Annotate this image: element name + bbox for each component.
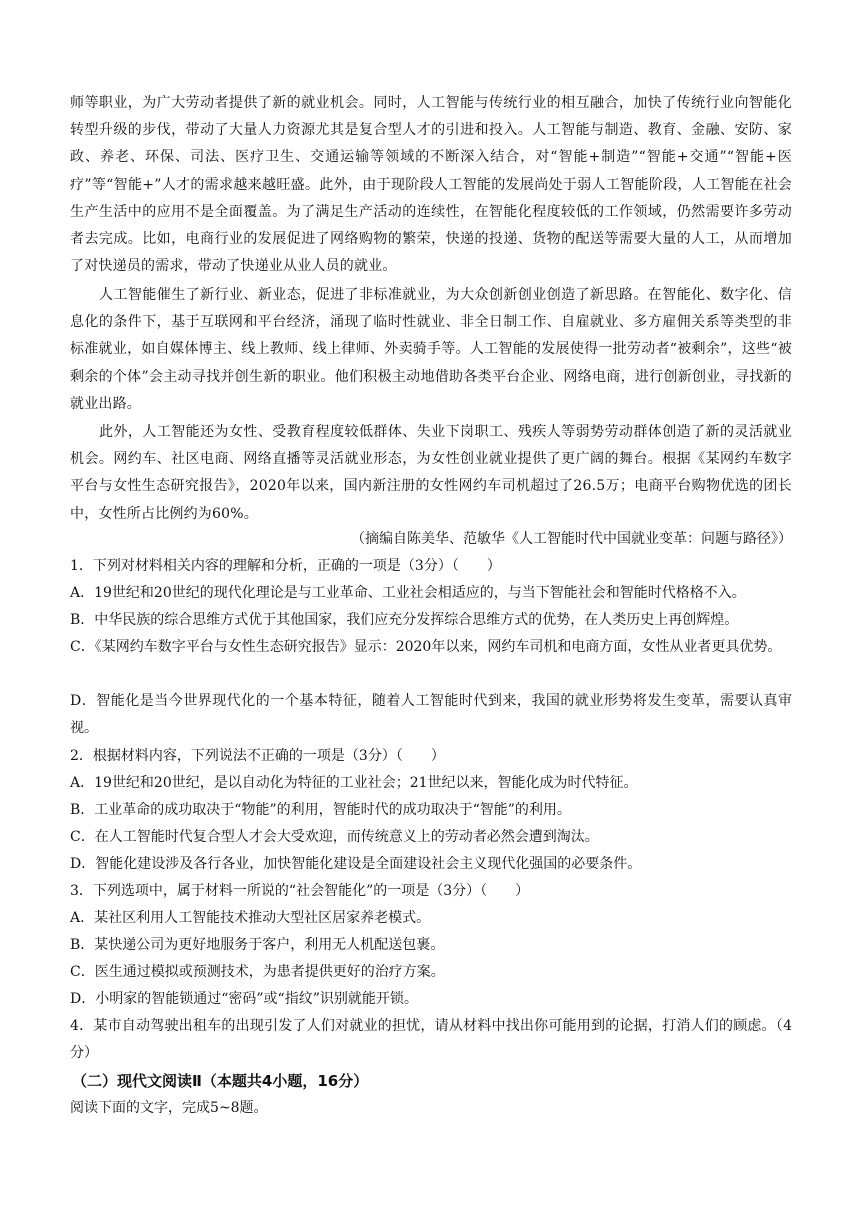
section-instruction: 阅读下面的文字，完成5~8题。 (70, 1100, 268, 1116)
question-3-option-d: D．小明家的智能锁通过“密码”或“指纹”识别就能开锁。 (70, 991, 418, 1007)
question-2-option-b: B．工业革命的成功取决于“物能”的利用，智能时代的成功取决于“智能”的利用。 (70, 802, 571, 818)
question-1-option-c: C．《某网约车数字平台与女性生态研究报告》显示：2020年以来，网约车司机和电商方面，女性从业者更具优势。 (70, 639, 782, 655)
question-3-option-b: B．某快递公司为更好地服务于客户，利用无人机配送包裹。 (70, 937, 445, 953)
question-1-option-a: A．19世纪和20世纪的现代化理论是与工业革命、工业社会相适应的，与当下智能社会和智能时代格格不入。 (70, 585, 746, 601)
article-paragraph-2: 人工智能催生了新行业、新业态，促进了非标准就业，为大众创新创业创造了新思路。在智能化、数字化、信息化的条件下，基于互联网和平台经济，涌现了临时性就业、非全日制工作、自雇就业、多方雇佣关系等类型的非标准就业，如自媒体博主、线上教师、线上律师、外卖骑手等。人工智能的发展使得一批劳动者“被剩余”，这些“被剩余的个体”会主动寻找并创生新的职业。他们积极主动地借助各类平台企业、网络电商，进行创新创业，寻找新的就业出路。 (70, 287, 792, 412)
article-paragraph-1: 师等职业，为广大劳动者提供了新的就业机会。同时，人工智能与传统行业的相互融合，加快了传统行业向智能化转型升级的步伐，带动了大量人力资源尤其是复合型人才的引进和投入。人工智能与制造、教育、金融、安防、家政、养老、环保、司法、医疗卫生、交通运输等领域的不断深入结合，对“智能+制造”“智能+交通”“智能+医疗”等“智能+”人才的需求越来越旺盛。此外，由于现阶段人工智能的发展尚处于弱人工智能阶段，人工智能在社会生产生活中的应用不是全面覆盖。为了满足生产活动的连续性，在智能化程度较低的工作领域，仍然需要许多劳动者去完成。比如，电商行业的发展促进了网络购物的繁荣，快递的投递、货物的配送等需要大量的人工，从而增加了对快递员的需求，带动了快递业从业人员的就业。 (70, 95, 792, 275)
section-heading: （二）现代文阅读Ⅱ（本题共4小题，16分） (72, 1072, 369, 1090)
question-4-stem: 4．某市自动驾驶出租车的出现引发了人们对就业的担忧，请从材料中找出你可能用到的论据，打消人们的顾虑。（4分） (70, 1018, 792, 1062)
question-1-stem: 1．下列对材料相关内容的理解和分析，正确的一项是（3分）（ ） (70, 558, 501, 574)
question-2-stem: 2．根据材料内容，下列说法不正确的一项是（3分）（ ） (70, 748, 445, 764)
article-paragraph-3: 此外，人工智能还为女性、受教育程度较低群体、失业下岗职工、残疾人等弱势劳动群体创造了新的灵活就业机会。网约车、社区电商、网络直播等灵活就业形态，为女性创业就业提供了更广阔的舞台。根据《某网约车数字平台与女性生态研究报告》，2020年以来，国内新注册的女性网约车司机超过了26.5万；电商平台购物优选的团长中，女性所占比例约为60%。 (70, 424, 792, 522)
question-2-option-c: C．在人工智能时代复合型人才会大受欢迎，而传统意义上的劳动者必然会遭到淘汰。 (70, 829, 599, 845)
article-source: （摘编自陈美华、范敏华《人工智能时代中国就业变革：问题与路径》） (351, 531, 792, 547)
question-1-option-b: B．中华民族的综合思维方式优于其他国家，我们应充分发挥综合思维方式的优势，在人类历史上再创辉煌。 (70, 612, 739, 628)
question-2-option-a: A．19世纪和20世纪，是以自动化为特征的工业社会；21世纪以来，智能化成为时代特征。 (70, 775, 638, 791)
question-3-option-a: A．某社区利用人工智能技术推动大型社区居家养老模式。 (70, 910, 431, 926)
question-1-option-d: D．智能化是当今世界现代化的一个基本特征，随着人工智能时代到来，我国的就业形势将发生变革，需要认真审视。 (70, 693, 792, 737)
question-3-option-c: C．医生通过模拟或预测技术，为患者提供更好的治疗方案。 (70, 964, 445, 980)
question-3-stem: 3．下列选项中，属于材料一所说的“社会智能化”的一项是（3分）（ ） (70, 883, 530, 899)
question-2-option-d: D．智能化建设涉及各行各业，加快智能化建设是全面建设社会主义现代化强国的必要条件。 (70, 856, 642, 872)
